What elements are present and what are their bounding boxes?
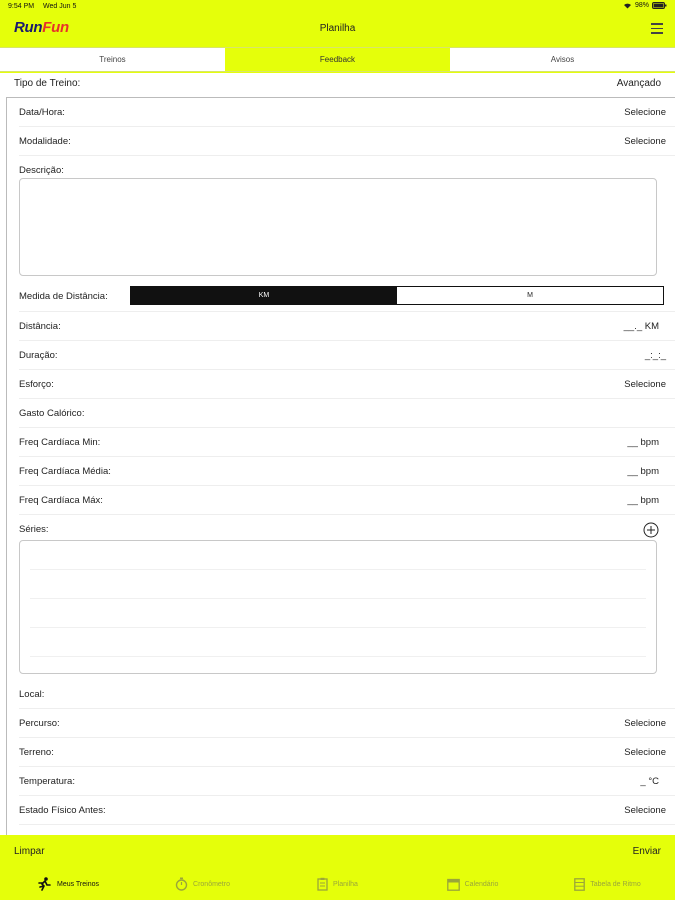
tabbar-cronometro[interactable] bbox=[135, 868, 270, 900]
percurso-label: Percurso: bbox=[19, 718, 60, 729]
battery-percent: 98% bbox=[634, 2, 649, 9]
fc-min-value[interactable]: __ bpm bbox=[627, 437, 659, 448]
data-hora-value[interactable]: Selecione bbox=[624, 107, 666, 118]
navigation-bar bbox=[0, 14, 675, 46]
page-title: Planilha bbox=[319, 23, 356, 34]
esforco-row[interactable] bbox=[19, 370, 675, 399]
descricao-label: Descrição: bbox=[19, 165, 64, 176]
terreno-value[interactable]: Selecione bbox=[624, 747, 666, 758]
distancia-label: Distância: bbox=[19, 321, 61, 332]
bottom-tab-bar bbox=[0, 868, 675, 900]
tabbar-tabela-ritmo[interactable] bbox=[540, 868, 675, 900]
series-list[interactable] bbox=[19, 540, 657, 674]
fc-media-row[interactable] bbox=[19, 457, 675, 486]
tab-avisos[interactable]: Avisos bbox=[450, 48, 675, 71]
tabbar-planilha[interactable] bbox=[270, 868, 405, 900]
percurso-row[interactable] bbox=[19, 709, 675, 738]
modalidade-value[interactable]: Selecione bbox=[624, 136, 666, 147]
fc-min-row[interactable] bbox=[19, 428, 675, 457]
tabbar-label: Tabela de Ritmo bbox=[590, 880, 641, 888]
clipboard-icon bbox=[317, 877, 328, 891]
temperatura-row[interactable] bbox=[19, 767, 675, 796]
tipo-treino-label: Tipo de Treino: bbox=[14, 78, 81, 89]
estado-fisico-antes-label: Estado Físico Antes: bbox=[19, 805, 106, 816]
send-button[interactable]: Enviar bbox=[632, 846, 661, 857]
hamburger-menu-icon[interactable] bbox=[651, 23, 663, 34]
logo-run-text: Run bbox=[14, 19, 43, 36]
clear-button[interactable]: Limpar bbox=[14, 846, 45, 857]
temperatura-value[interactable]: _ °C bbox=[640, 776, 659, 787]
gasto-calorico-row[interactable] bbox=[19, 399, 675, 428]
tipo-treino-value: Avançado bbox=[616, 78, 661, 89]
distancia-value[interactable]: __._ KM bbox=[623, 321, 659, 332]
runner-icon bbox=[36, 877, 52, 891]
tab-feedback[interactable]: Feedback bbox=[225, 48, 450, 71]
data-hora-label: Data/Hora: bbox=[19, 107, 65, 118]
form-action-bar bbox=[0, 835, 675, 868]
gasto-calorico-label: Gasto Calórico: bbox=[19, 408, 85, 419]
estado-fisico-antes-value[interactable]: Selecione bbox=[624, 805, 666, 816]
tabbar-label: Planilha bbox=[333, 880, 358, 888]
calendar-icon bbox=[447, 878, 460, 891]
percurso-value[interactable]: Selecione bbox=[624, 718, 666, 729]
esforco-label: Esforço: bbox=[19, 379, 54, 390]
duracao-label: Duração: bbox=[19, 350, 58, 361]
stopwatch-icon bbox=[175, 877, 188, 891]
distancia-row[interactable] bbox=[19, 312, 675, 341]
status-date: Wed Jun 5 bbox=[43, 3, 77, 10]
fc-media-label: Freq Cardíaca Média: bbox=[19, 466, 111, 477]
terreno-row[interactable] bbox=[19, 738, 675, 767]
fc-max-value[interactable]: __ bpm bbox=[627, 495, 659, 506]
esforco-value[interactable]: Selecione bbox=[624, 379, 666, 390]
fc-max-label: Freq Cardíaca Máx: bbox=[19, 495, 103, 506]
tabbar-calendario[interactable] bbox=[405, 868, 540, 900]
unit-m-option[interactable]: M bbox=[527, 292, 533, 299]
section-tabs bbox=[0, 46, 675, 73]
tipo-treino-row bbox=[0, 73, 675, 95]
modalidade-label: Modalidade: bbox=[19, 136, 71, 147]
terreno-label: Terreno: bbox=[19, 747, 54, 758]
table-icon bbox=[574, 878, 585, 891]
estado-fisico-antes-row[interactable] bbox=[19, 796, 675, 825]
fc-min-label: Freq Cardíaca Min: bbox=[19, 437, 101, 448]
duracao-row[interactable] bbox=[19, 341, 675, 370]
status-time: 9:54 PM bbox=[8, 3, 35, 10]
fc-max-row[interactable] bbox=[19, 486, 675, 515]
tabbar-label: Calendário bbox=[464, 880, 499, 888]
wifi-icon bbox=[623, 2, 632, 9]
series-label: Séries: bbox=[19, 524, 49, 535]
fc-media-value[interactable]: __ bpm bbox=[627, 466, 659, 477]
medida-label: Medida de Distância: bbox=[19, 291, 108, 302]
local-row[interactable] bbox=[19, 680, 675, 709]
tab-treinos[interactable]: Treinos bbox=[0, 48, 225, 71]
feedback-form bbox=[6, 97, 675, 835]
logo-fun-text: Fun bbox=[42, 19, 69, 36]
distance-unit-selector bbox=[130, 286, 664, 305]
tabbar-label: Cronômetro bbox=[193, 880, 230, 888]
descricao-textarea[interactable] bbox=[19, 178, 657, 276]
status-bar bbox=[0, 0, 675, 14]
data-hora-row[interactable] bbox=[19, 98, 675, 127]
add-series-icon[interactable] bbox=[643, 522, 659, 538]
battery-icon bbox=[652, 2, 667, 9]
tabbar-label: Meus Treinos bbox=[56, 880, 100, 888]
unit-km-option[interactable]: KM bbox=[131, 287, 397, 304]
tabbar-meus-treinos[interactable] bbox=[0, 868, 135, 900]
local-label: Local: bbox=[19, 689, 45, 700]
temperatura-label: Temperatura: bbox=[19, 776, 75, 787]
duracao-value[interactable]: _:_:_ bbox=[644, 350, 666, 361]
modalidade-row[interactable] bbox=[19, 127, 675, 156]
